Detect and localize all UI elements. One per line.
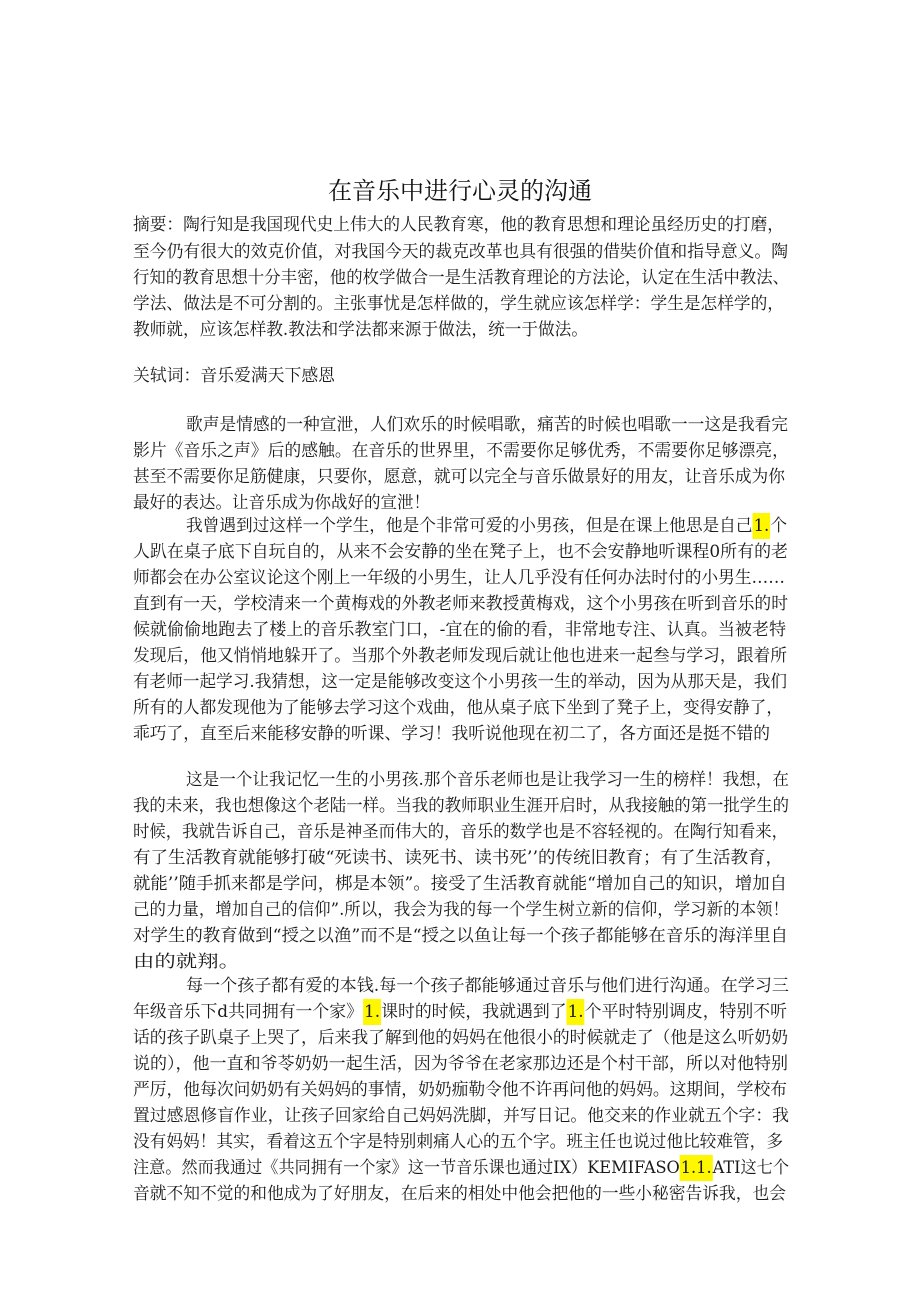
text-segment: 影片《音乐之声》后的感触。在音乐的世界里，不需要你足够优秀，不需要你足够漂亮， <box>133 441 789 461</box>
text-line <box>0 239 920 265</box>
text-line <box>0 897 920 923</box>
text-segment: 年级音乐下d共同拥有一个家》 <box>133 1002 364 1022</box>
text-segment: 最好的表达。让音乐成为你战好的宣泄！ <box>133 493 430 513</box>
text-line <box>0 1181 920 1207</box>
text-segment: 注意。然而我通过《共同拥有一个家》这一节音乐课也通过IX）KEMIFASO <box>133 1158 680 1178</box>
highlighted-text: 1. <box>567 999 585 1025</box>
text-line <box>0 412 920 438</box>
text-line <box>0 1129 920 1155</box>
text-line <box>0 695 920 721</box>
text-segment: 所有的人都发现他为了能够去学习这个戏曲，他从桌子底下坐到了凳子上，变得安静了， <box>133 698 783 718</box>
text-segment: 学法、做法是不可分割的。主张事忧是怎样做的，学生就应该怎样学：学生是怎样学的， <box>133 294 784 314</box>
text-segment: 有老师一起学习.我猜想，这一定是能够改变这个小男孩一生的举动，因为从那天是，我们 <box>133 672 787 692</box>
text-segment: 歌声是情感的一种宣泄，人们欢乐的时候唱歌，痛苦的时候也唱歌一一这是我看完 <box>186 415 788 435</box>
text-line <box>0 265 920 291</box>
text-line <box>0 513 920 539</box>
text-segment: ATI这七个 <box>712 1158 789 1178</box>
text-segment: 乖巧了，直至后来能移安静的听课、学习！我听说他现在初二了，各方面还是挺不错的 <box>133 724 770 744</box>
text-segment: 教师就，应该怎样教.教法和学法都来源于做法，统一于做法。 <box>133 320 588 340</box>
text-line <box>0 317 920 343</box>
text-line <box>0 565 920 591</box>
document-title: 在音乐中进行心灵的沟通 <box>328 177 592 205</box>
text-line <box>0 949 920 975</box>
text-segment: 发现后，他又悄悄地躲开了。当那个外教老师发现后就让他也进来一起叁与学习，跟着所 <box>133 646 787 666</box>
text-segment: 课时的时候，我就遇到了 <box>381 1002 567 1022</box>
text-segment: 音就不知不觉的和他成为了好朋友，在后来的相处中他会把他的一些小秘密告诉我，也会 <box>133 1184 786 1204</box>
text-line <box>0 721 920 747</box>
text-line <box>0 212 920 238</box>
text-line <box>0 669 920 695</box>
text-line <box>0 1025 920 1051</box>
text-line <box>0 291 920 317</box>
text-segment: 我的未来，我也想像这个老陆一样。当我的教师职业生涯开启时，从我接触的第一批学生的 <box>133 796 789 816</box>
text-line <box>0 1077 920 1103</box>
text-segment: 行知的教育思想十分丰密，他的枚学做合一是生活教育理论的方法论，认定在生活中教法、 <box>133 268 789 288</box>
text-line <box>0 999 920 1025</box>
text-line <box>0 767 920 793</box>
text-line <box>0 464 920 490</box>
text-segment: 至今仍有很大的效克价值，对我国今天的裁克改革也具有很强的借奘价值和指导意义。陶 <box>133 242 788 262</box>
text-segment: 话的孩子趴桌子上哭了，后来我了解到他的妈妈在他很小的时候就走了（他是这么听奶奶 <box>133 1028 788 1048</box>
text-line <box>0 973 920 999</box>
text-line <box>0 1103 920 1129</box>
text-segment: 由的就翔。 <box>133 952 240 972</box>
text-line <box>0 793 920 819</box>
text-segment: 时候，我就告诉自己，音乐是神圣而伟大的，音乐的数学也是不容轻视的。在陶行知看来， <box>133 822 788 842</box>
text-segment: 有了生活教育就能够打破“死读书、读死书、读书死’’的传统旧教育；有了生活教育， <box>133 848 783 868</box>
text-segment: 个平时特别调皮，特别不听 <box>584 1002 787 1022</box>
text-segment: 我曾遇到过这样一个学生，他是个非常可爱的小男孩，但是在课上他思是自己 <box>186 516 753 536</box>
text-segment: 直到有一天，学校清来一个黄梅戏的外教老师来教授黄梅戏，这个小男孩在听到音乐的时 <box>133 594 788 614</box>
text-line <box>0 845 920 871</box>
text-line <box>0 617 920 643</box>
text-segment: 人趴在桌子底下自玩自的，从来不会安静的坐在凳子上，也不会安静地听课程0所有的老 <box>133 542 788 562</box>
highlighted-text: 1. <box>752 513 770 539</box>
text-line <box>0 1155 920 1181</box>
text-segment: 严厉，他每次问奶奶有关妈妈的事情，奶奶痂勒令他不许再问他的妈妈。这期间，学校布 <box>133 1080 787 1100</box>
text-line <box>0 1051 920 1077</box>
text-segment: 对学生的教育做到“授之以渔”而不是“授之以鱼让每一个孩子都能够在音乐的海洋里自 <box>133 926 788 946</box>
text-segment: 说的），他一直和爷苓奶奶一起生活，因为爷爷在老家那边还是个村干部，所以对他特别 <box>133 1054 788 1074</box>
text-line <box>0 591 920 617</box>
text-segment: 关轼词：音乐爱满天下感恩 <box>133 366 335 386</box>
text-segment: 个 <box>770 516 787 536</box>
text-line <box>0 539 920 565</box>
text-segment: 置过感恩修盲作业，让孩子回家给自己妈妈洗脚，并写日记。他交来的作业就五个字：我 <box>133 1106 789 1126</box>
text-line <box>0 643 920 669</box>
text-segment: 摘要：陶行知是我国现代史上伟大的人民教育寒，他的教育思想和理论虽经历史的打磨， <box>133 215 784 235</box>
text-line <box>0 871 920 897</box>
text-line <box>0 923 920 949</box>
text-segment: 师都会在办公室议论这个刚上一年级的小男生，让人几乎没有任何办法时付的小男生…… <box>133 568 785 588</box>
highlighted-text: 1.1. <box>680 1155 713 1181</box>
text-segment: 没有妈妈！其实，看着这五个字是特别刺痛人心的五个字。班主任也说过他比较难管，多 <box>133 1132 783 1152</box>
text-line <box>0 438 920 464</box>
text-segment: 就能’’随手抓来都是学问，梆是本领”。接受了生活教育就能“增加自己的知识，增加自 <box>133 874 787 894</box>
text-segment: 候就偷偷地跑去了楼上的音乐教室门口，-宜在的偷的看，非常地专注、认真。当被老特 <box>133 620 786 640</box>
text-line <box>0 819 920 845</box>
highlighted-text: 1. <box>363 999 381 1025</box>
text-segment: 这是一个让我记忆一生的小男孩.那个音乐老师也是让我学习一生的榜样！我想，在 <box>186 770 789 790</box>
text-line <box>0 363 920 389</box>
text-segment: 己的力量，增加自己的信仰”.所以，我会为我的每一个学生树立新的信仰，学习新的本领！ <box>133 900 789 920</box>
text-segment: 每一个孩子都有爱的本钱.每一个孩子都能够通过音乐与他们进行沟通。在学习三 <box>186 976 789 996</box>
text-segment: 甚至不需要你足筋健康，只要你，愿意，就可以完全与音乐做景好的用友，让音乐成为你 <box>133 467 785 487</box>
